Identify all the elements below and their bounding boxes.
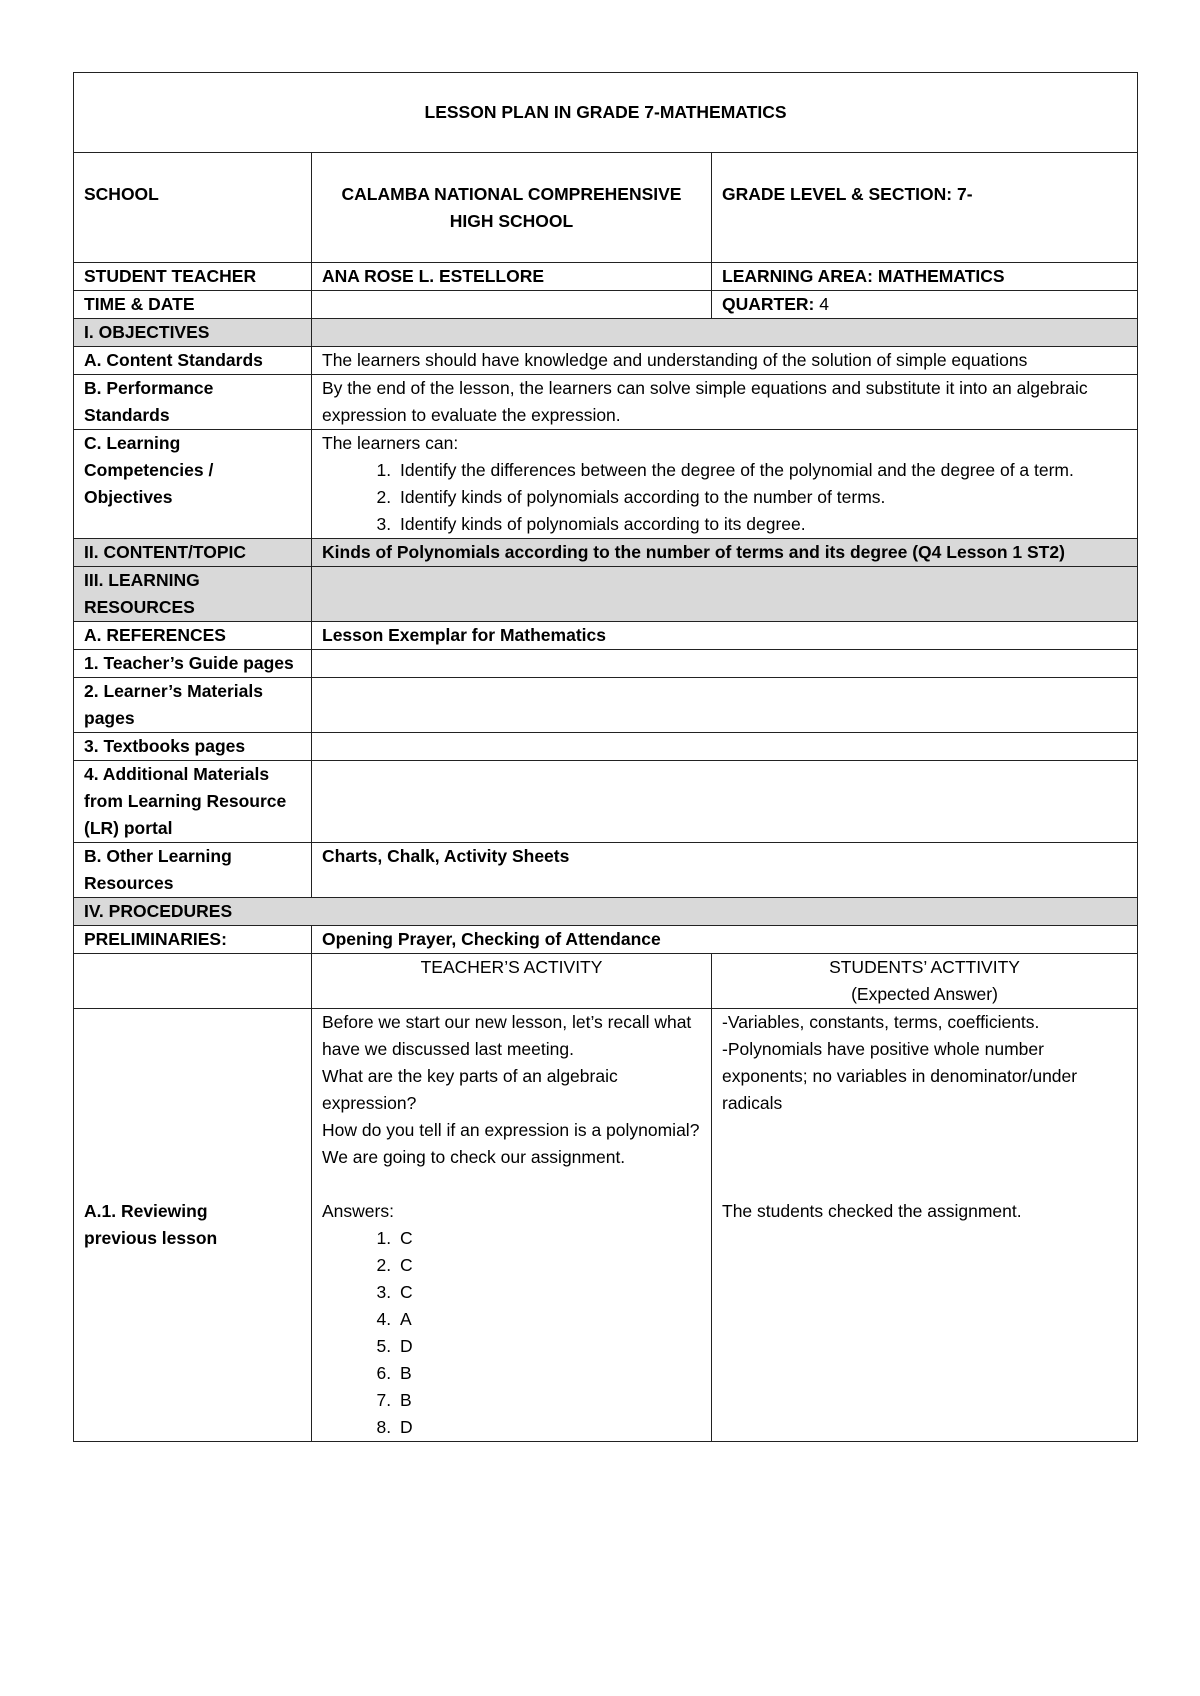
activity-header-row — [74, 954, 1138, 1009]
additional-materials-label: 4. Additional Materials from Learning Resource (LR) portal — [74, 761, 312, 843]
lesson-plan-table — [73, 72, 1138, 1442]
competencies-intro: The learners can: — [322, 433, 459, 453]
content-standards-label: A. Content Standards — [74, 347, 312, 375]
answer-item: 7. B — [396, 1387, 701, 1414]
students-activity-header-cell — [712, 954, 1138, 1009]
learning-resources-heading: III. LEARNING RESOURCES — [74, 567, 312, 622]
other-resources-label: B. Other Learning Resources — [74, 843, 312, 898]
document-title: LESSON PLAN IN GRADE 7-MATHEMATICS — [74, 73, 1138, 153]
answer-item: 3. C — [396, 1279, 701, 1306]
school-name: CALAMBA NATIONAL COMPREHENSIVE HIGH SCHOOL — [312, 153, 712, 263]
students-activity-header: STUDENTS’ ACTTIVITY — [829, 957, 1020, 977]
teachers-guide-label: 1. Teacher’s Guide pages — [74, 650, 312, 678]
review-label-text: A.1. Reviewing previous lesson — [84, 1201, 218, 1248]
competencies-row — [74, 430, 1138, 539]
learning-resources-heading-row — [74, 567, 1138, 622]
content-standards-text: The learners should have knowledge and understanding of the solution of simple equations — [312, 347, 1138, 375]
answer-item: 2. C — [396, 1252, 701, 1279]
students-checked-assignment: The students checked the assignment. — [722, 1201, 1022, 1221]
teachers-guide-row — [74, 650, 1138, 678]
school-row — [74, 153, 1138, 263]
competencies-cell — [312, 430, 1138, 539]
other-resources-row — [74, 843, 1138, 898]
grade-level-section: GRADE LEVEL & SECTION: 7- — [712, 153, 1138, 263]
performance-standards-label: B. Performance Standards — [74, 375, 312, 430]
procedures-heading-row — [74, 898, 1138, 926]
teacher-activity-text: Before we start our new lesson, let’s recall what have we discussed last meeting. What are the key parts of an algebraic expression? How do you tell if an expression is a polynomial? We are going to check our assignment. — [322, 1012, 700, 1167]
answer-item: 8. D — [396, 1414, 701, 1441]
references-row — [74, 622, 1138, 650]
procedures-heading: IV. PROCEDURES — [74, 898, 1138, 926]
time-date-value — [312, 291, 712, 319]
school-label: SCHOOL — [74, 153, 312, 263]
answer-item: 6. B — [396, 1360, 701, 1387]
learners-materials-row — [74, 678, 1138, 733]
references-label: A. REFERENCES — [74, 622, 312, 650]
answers-list — [322, 1225, 701, 1441]
performance-standards-text: By the end of the lesson, the learners can solve simple equations and substitute it into an algebraic expression to evaluate the expression. — [312, 375, 1138, 430]
quarter-label: QUARTER: — [722, 294, 815, 314]
students-activity-subheader: (Expected Answer) — [851, 984, 998, 1004]
time-date-label: TIME & DATE — [74, 291, 312, 319]
student-teacher-name: ANA ROSE L. ESTELLORE — [312, 263, 712, 291]
review-label — [74, 1009, 312, 1442]
preliminaries-value: Opening Prayer, Checking of Attendance — [312, 926, 1138, 954]
other-resources-value: Charts, Chalk, Activity Sheets — [312, 843, 1138, 898]
preliminaries-label: PRELIMINARIES: — [74, 926, 312, 954]
quarter-value: 4 — [819, 294, 829, 314]
students-activity-cell — [712, 1009, 1138, 1442]
performance-standards-row — [74, 375, 1138, 430]
references-value: Lesson Exemplar for Mathematics — [312, 622, 1138, 650]
student-teacher-row — [74, 263, 1138, 291]
objectives-heading: I. OBJECTIVES — [74, 319, 312, 347]
objectives-heading-row — [74, 319, 1138, 347]
competency-item: 1. Identify the differences between the degree of the polynomial and the degree of a term. — [396, 457, 1127, 484]
additional-materials-row — [74, 761, 1138, 843]
time-date-row — [74, 291, 1138, 319]
competencies-list — [322, 457, 1127, 538]
answer-item: 1. C — [396, 1225, 701, 1252]
competency-item: 2. Identify kinds of polynomials according to the number of terms. — [396, 484, 1127, 511]
competencies-label: C. Learning Competencies / Objectives — [74, 430, 312, 539]
answers-label: Answers: — [322, 1201, 394, 1221]
content-topic-row — [74, 539, 1138, 567]
content-topic-label: II. CONTENT/TOPIC — [74, 539, 312, 567]
review-row — [74, 1009, 1138, 1442]
teacher-activity-cell — [312, 1009, 712, 1442]
textbooks-label: 3. Textbooks pages — [74, 733, 312, 761]
textbooks-row — [74, 733, 1138, 761]
student-teacher-label: STUDENT TEACHER — [74, 263, 312, 291]
learning-area: LEARNING AREA: MATHEMATICS — [712, 263, 1138, 291]
quarter-cell — [712, 291, 1138, 319]
preliminaries-row — [74, 926, 1138, 954]
content-topic-text: Kinds of Polynomials according to the number of terms and its degree (Q4 Lesson 1 ST2) — [312, 539, 1138, 567]
title-row — [74, 73, 1138, 153]
learners-materials-label: 2. Learner’s Materials pages — [74, 678, 312, 733]
teacher-activity-header: TEACHER’S ACTIVITY — [312, 954, 712, 1009]
competency-item: 3. Identify kinds of polynomials according to its degree. — [396, 511, 1127, 538]
students-expected-answer: -Variables, constants, terms, coefficients. -Polynomials have positive whole number exponents; no variables in denominator/under radicals — [722, 1012, 1078, 1113]
answer-item: 4. A — [396, 1306, 701, 1333]
answer-item: 5. D — [396, 1333, 701, 1360]
content-standards-row — [74, 347, 1138, 375]
